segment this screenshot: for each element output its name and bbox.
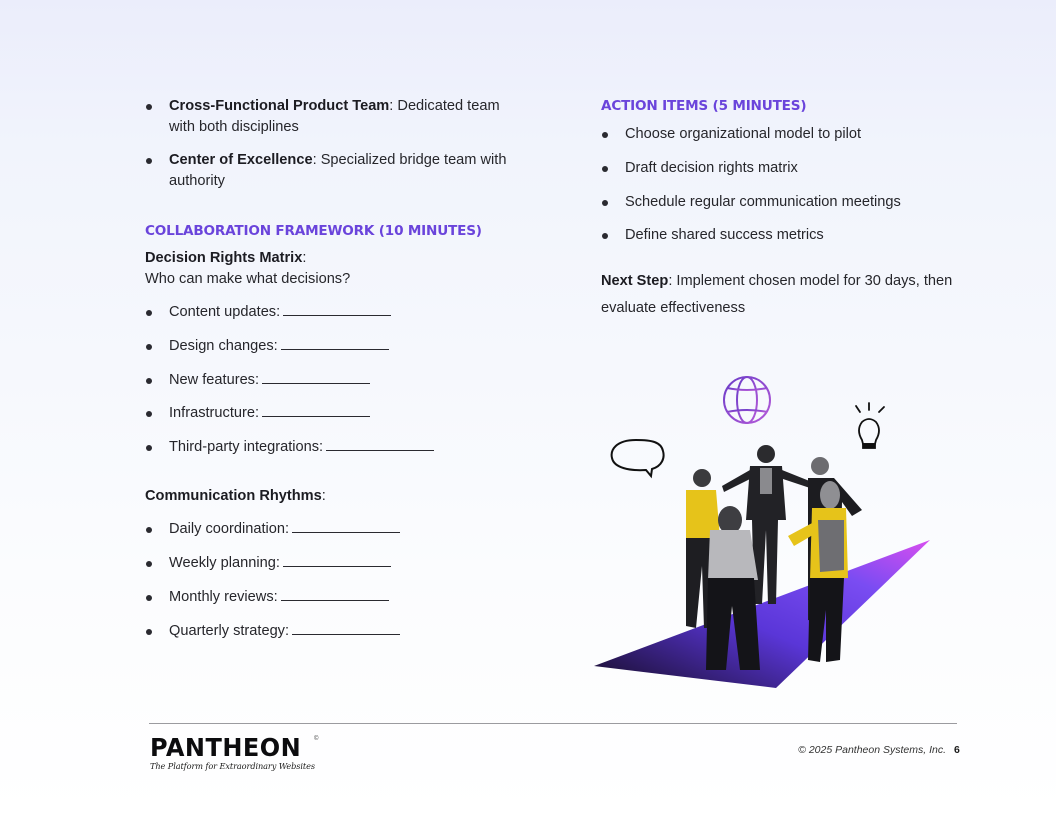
communication-rhythms-list [145,519,525,641]
logo-tagline: The Platform for Extraordinary Websites [150,761,315,771]
list-item [145,96,525,138]
item-label: Design changes: [169,337,278,354]
logo-wordmark: PANTHEON [150,733,302,762]
item-label: Quarterly strategy: [169,622,290,639]
next-step [601,268,981,322]
collaboration-framework-heading: COLLABORATION FRAMEWORK (10 MINUTES) [145,223,482,239]
item-label: New features: [169,371,260,388]
model-title: Center of Excellence [169,152,313,168]
copyright: © 2025 Pantheon Systems, Inc. [798,744,946,756]
decision-rights-title: Decision Rights Matrix [145,250,303,266]
list-item [145,437,525,458]
blank-line-field[interactable] [262,403,370,417]
item-label: Content updates: [169,304,281,320]
list-item [145,150,525,192]
model-description: Specialized bridge team with authority [169,152,507,189]
page-number: 6 [954,744,960,756]
speech-bubble-icon [612,440,664,476]
colon: : [302,250,307,266]
decision-rights-subtitle: Who can make what decisions? [145,271,351,287]
list-item [145,587,525,608]
pantheon-logo[interactable] [150,733,319,771]
blank-line-field[interactable] [292,519,400,533]
item-label: Daily coordination: [169,521,290,538]
list-item: Draft decision rights matrix [601,158,981,179]
item-label: Infrastructure: [169,405,260,422]
item-label: Monthly reviews: [169,588,278,605]
action-items-list [601,124,981,246]
org-model-list [145,96,525,192]
communication-rhythms-label [145,486,525,507]
blank-line-field[interactable] [283,302,391,316]
list-item: Schedule regular communication meetings [601,192,981,213]
lightbulb-icon [856,403,884,448]
blank-line-field[interactable] [262,370,370,384]
list-item: Choose organizational model to pilot [601,124,981,145]
item-label: Weekly planning: [169,554,280,571]
colon: : [321,488,326,505]
next-step-label: Next Step [601,273,669,290]
colon: : [312,152,317,168]
model-description: Dedicated team with both disciplines [169,98,500,135]
list-item [145,302,525,323]
list-item [145,336,525,357]
logo-trademark: © [314,736,319,742]
footer-divider [149,723,957,724]
colon: : [389,98,394,114]
item-label: Third-party integrations: [169,439,324,456]
model-title: Cross-Functional Product Team [169,98,390,114]
communication-rhythms-title: Communication Rhythms [145,488,322,505]
blank-line-field[interactable] [281,336,389,350]
blank-line-field[interactable] [292,621,400,635]
list-item [145,403,525,424]
list-item [145,519,525,540]
decision-rights-label [145,248,525,269]
list-item: Define shared success metrics [601,225,981,246]
list-item [145,370,525,391]
blank-line-field[interactable] [281,587,389,601]
globe-icon [724,377,770,423]
list-item [145,621,525,642]
team-illustration [590,370,950,700]
next-step-text: Implement chosen model for 30 days, then evaluate effectiveness [601,273,953,317]
left-column [145,96,525,654]
list-item [145,553,525,574]
blank-line-field[interactable] [326,437,434,451]
colon: : [668,273,673,290]
blank-line-field[interactable] [283,553,391,567]
decision-rights-list [145,302,525,458]
right-column [601,98,981,322]
action-items-heading: ACTION ITEMS (5 MINUTES) [601,98,807,114]
